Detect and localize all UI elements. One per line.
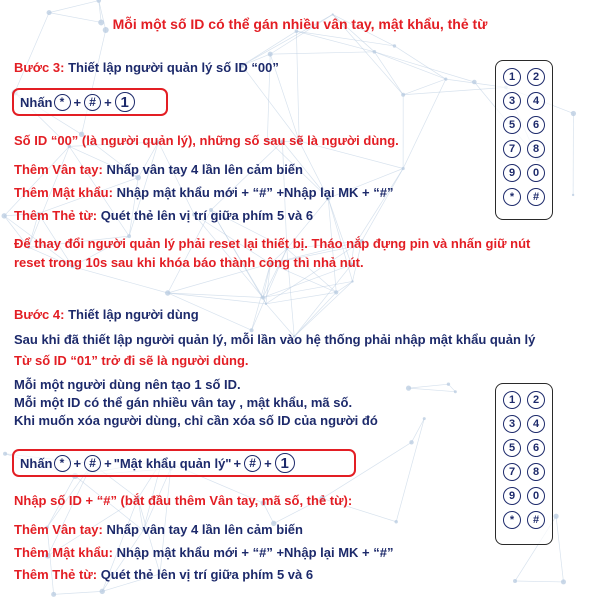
password-text: Nhập mật khẩu mới + “#” +Nhập lại MK + “#” [112,545,394,560]
step3-fingerprint-line [14,162,303,178]
keypad-row [500,415,548,433]
keypad-row [500,391,548,409]
keypad-row [500,439,548,457]
fingerprint-label: Thêm Vân tay: [14,522,103,537]
eight-key-icon: 8 [527,140,545,158]
network-line [556,516,563,582]
nine-key-icon: 9 [503,164,521,182]
network-line [294,292,336,336]
seven-key-icon: 7 [503,463,521,481]
keypad-diagram-bottom [495,383,553,545]
keypad-row [500,140,548,158]
network-node [472,80,477,85]
network-line [4,146,69,215]
three-key-icon: 3 [503,92,521,110]
network-line [354,168,403,246]
network-node [554,514,559,519]
fingerprint-text: Nhấp vân tay 4 lần lên cảm biến [102,162,303,177]
network-node [447,382,450,385]
step4-line4: Mỗi một ID có thể gán nhiều vân tay , mật khẩu, mã số. [14,395,353,410]
network-line [374,52,403,95]
network-line [263,281,353,297]
plus-sign: + [233,455,242,471]
hash-key-icon: # [527,188,545,206]
step3-password-line [14,185,393,201]
fingerprint-label: Thêm Vân tay: [14,162,103,177]
hash-key-icon: # [84,94,101,111]
star-key-icon: * [54,94,71,111]
password-label: Thêm Mật khẩu: [14,185,113,200]
network-line [296,31,299,141]
step3-heading-text: Thiết lập người quản lý số ID “00” [64,60,279,75]
network-line [266,292,336,303]
keypad-row [500,511,548,529]
step4-fingerprint-line [14,522,303,538]
step4-heading-label: Bước 4: [14,307,65,322]
network-node [96,0,101,3]
card-text: Quét thẻ lên vị trí giữa phím 5 và 6 [97,208,314,223]
two-key-icon: 2 [527,68,545,86]
two-key-icon: 2 [527,391,545,409]
four-key-icon: 4 [527,415,545,433]
six-key-icon: 6 [527,439,545,457]
network-node [268,52,273,57]
one-key-icon: 1 [275,453,295,473]
network-node [406,386,411,391]
eight-key-icon: 8 [527,463,545,481]
network-node [513,579,517,583]
password-text: Nhập mật khẩu mới + “#” +Nhập lại MK + “#” [112,185,394,200]
step4-enter-id: Nhập số ID + “#” (bắt đầu thêm Vân tay, mã số, thẻ từ): [14,493,353,508]
network-node [373,50,377,54]
network-node [51,592,56,597]
network-line [374,52,474,82]
keypad-row [500,487,548,505]
zero-key-icon: 0 [527,487,545,505]
plus-sign: + [264,455,272,471]
page-title: Mỗi một số ID có thể gán nhiều vân tay, mật khẩu, thẻ từ [112,16,488,32]
step4-line2: Từ số ID “01” trở đi sẽ là người dùng. [14,353,249,368]
plus-sign: + [104,455,112,471]
network-line [168,293,263,297]
fingerprint-text: Nhấp vân tay 4 lần lên cảm biến [102,522,303,537]
network-line [82,30,106,134]
five-key-icon: 5 [503,116,521,134]
one-key-icon: 1 [503,68,521,86]
formula-prefix: Nhấn [20,455,53,471]
network-node [561,579,566,584]
step4-line5: Khi muốn xóa người dùng, chỉ cần xóa số ID của người đó [14,413,378,428]
plus-sign: + [104,94,112,110]
network-line [515,581,563,582]
network-node [571,111,576,116]
step3-heading-label: Bước 3: [14,60,65,75]
network-line [362,168,403,241]
network-line [294,281,352,336]
network-line [158,142,194,214]
network-node [402,167,405,170]
step4-heading-text: Thiết lập người dùng [64,307,199,322]
network-node [261,295,265,299]
five-key-icon: 5 [503,439,521,457]
network-line [168,293,266,304]
plus-sign: + [73,94,82,110]
star-key-icon: * [503,511,521,529]
four-key-icon: 4 [527,92,545,110]
password-label: Thêm Mật khẩu: [14,545,113,560]
one-key-icon: 1 [503,391,521,409]
seven-key-icon: 7 [503,140,521,158]
network-node [265,303,267,305]
step3-heading [14,60,279,76]
card-text: Quét thẻ lên vị trí giữa phím 5 và 6 [97,567,314,582]
keypad-row [500,68,548,86]
network-node [409,440,413,444]
formula-prefix: Nhấn [20,94,53,110]
step3-manager-note: Số ID “00” (là người quản lý), những số sau sẽ là người dùng. [14,133,399,148]
step4-line3: Mỗi một người dùng nên tạo 1 số ID. [14,377,241,392]
admin-password-text: "Mật khẩu quản lý" [113,455,232,471]
keypad-row [500,164,548,182]
keypad-row [500,116,548,134]
three-key-icon: 3 [503,415,521,433]
network-node [444,77,447,80]
step4-password-line [14,545,393,561]
card-label: Thêm Thẻ từ: [14,208,98,223]
network-line [409,388,456,392]
star-key-icon: * [54,455,71,472]
step4-formula [12,449,356,477]
network-node [423,417,426,420]
step4-card-line [14,567,313,583]
network-node [401,93,405,97]
keypad-diagram-top [495,60,553,220]
step3-formula [12,88,168,116]
hash-key-icon: # [244,455,261,472]
network-node [100,589,105,594]
network-line [409,384,449,388]
reset-note-line2: reset trong 10s sau khi khóa báo thành công thì nhả nút. [14,255,364,270]
network-line [403,87,506,94]
network-node [393,44,396,47]
network-node [3,452,7,456]
plus-sign: + [73,455,82,471]
network-node [454,390,457,393]
star-key-icon: * [503,188,521,206]
step3-card-line [14,208,313,224]
network-node [351,280,353,282]
card-label: Thêm Thẻ từ: [14,567,98,582]
nine-key-icon: 9 [503,487,521,505]
network-line [49,1,99,13]
network-node [334,290,338,294]
hash-key-icon: # [527,511,545,529]
keypad-row [500,92,548,110]
network-node [394,520,397,523]
step4-line1: Sau khi đã thiết lập người quản lý, mỗi lần vào hệ thống phải nhập mật khẩu quản lý [14,332,536,347]
one-key-icon: 1 [115,92,135,112]
network-line [270,52,374,54]
keypad-row [500,188,548,206]
network-line [242,65,299,141]
network-node [572,194,574,196]
network-line [54,591,103,594]
network-node [47,10,52,15]
six-key-icon: 6 [527,116,545,134]
network-node [2,213,7,218]
keypad-row [500,463,548,481]
zero-key-icon: 0 [527,164,545,182]
network-line [412,419,425,443]
step4-heading [14,307,199,323]
network-node [165,290,170,295]
network-line [396,419,424,522]
reset-note-line1: Để thay đổi người quản lý phải reset lại thiết bị. Tháo nắp đựng pin và nhấn giữ nút [14,236,531,251]
hash-key-icon: # [84,455,101,472]
